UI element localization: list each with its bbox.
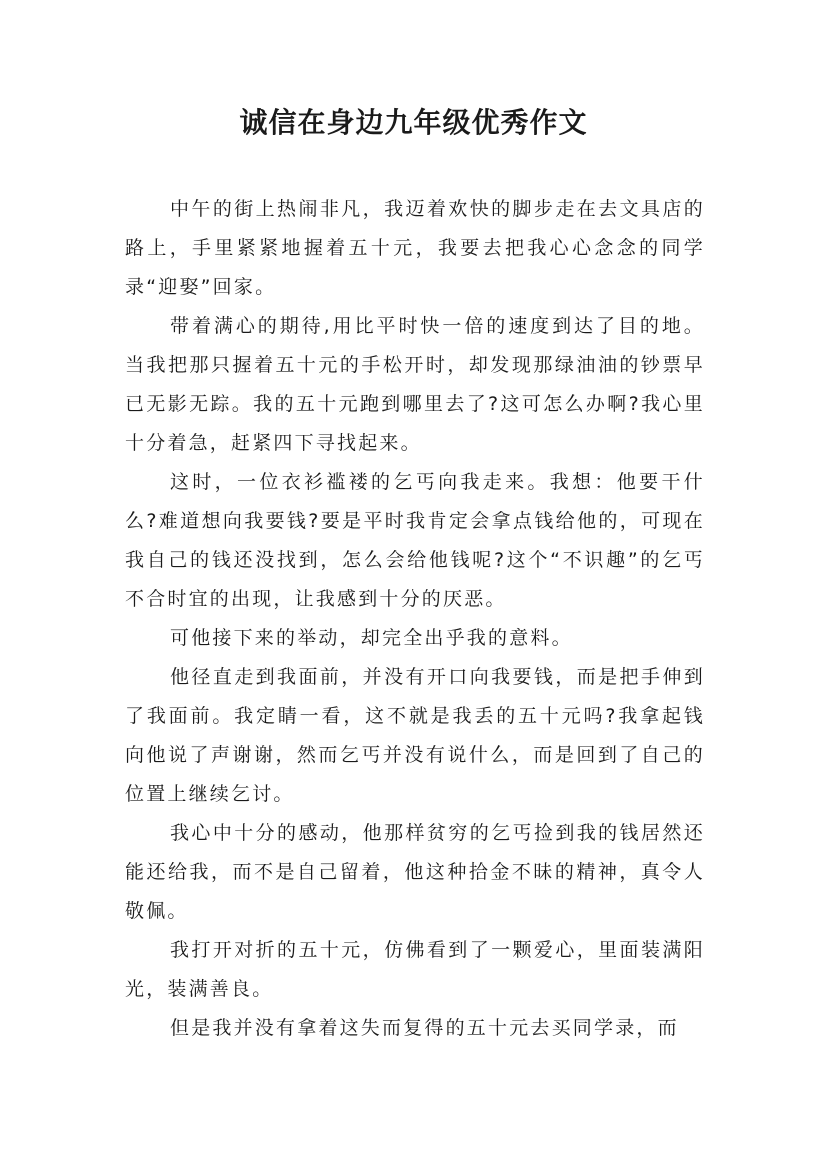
paragraph: 我打开对折的五十元，仿佛看到了一颗爱心，里面装满阳光，装满善良。 <box>125 939 705 1000</box>
paragraph: 我心中十分的感动，他那样贫穷的乞丐捡到我的钱居然还能还给我，而不是自己留着，他这种拾金不昧的精神，真令人敬佩。 <box>125 822 705 922</box>
paragraph: 他径直走到我面前，并没有开口向我要钱，而是把手伸到了我面前。我定睛一看，这不就是我丢的五十元吗?我拿起钱向他说了声谢谢，然而乞丐并没有说什么，而是回到了自己的位置上继续乞讨。 <box>125 666 705 805</box>
paragraph: 但是我并没有拿着这失而复得的五十元去买同学录，而 <box>170 1017 679 1039</box>
document-body <box>125 190 705 1048</box>
document-title: 诚信在身边九年级优秀作文 <box>239 106 588 139</box>
paragraph: 这时，一位衣衫褴褛的乞丐向我走来。我想：他要干什么?难道想向我要钱?要是平时我肯定会拿点钱给他的，可现在我自己的钱还没找到，怎么会给他钱呢?这个“不识趣”的乞丐不合时宜的出现，让我感到十分的厌恶。 <box>125 471 705 610</box>
paragraph: 中午的街上热闹非凡，我迈着欢快的脚步走在去文具店的路上，手里紧紧地握着五十元，我要去把我心心念念的同学录“迎娶”回家。 <box>125 198 705 298</box>
paragraph: 可他接下来的举动，却完全出乎我的意料。 <box>170 627 573 649</box>
paragraph: 带着满心的期待,用比平时快一倍的速度到达了目的地。当我把那只握着五十元的手松开时，却发现那绿油油的钞票早已无影无踪。我的五十元跑到哪里去了?这可怎么办啊?我心里十分着急，赶紧四下寻找起来。 <box>125 315 705 454</box>
